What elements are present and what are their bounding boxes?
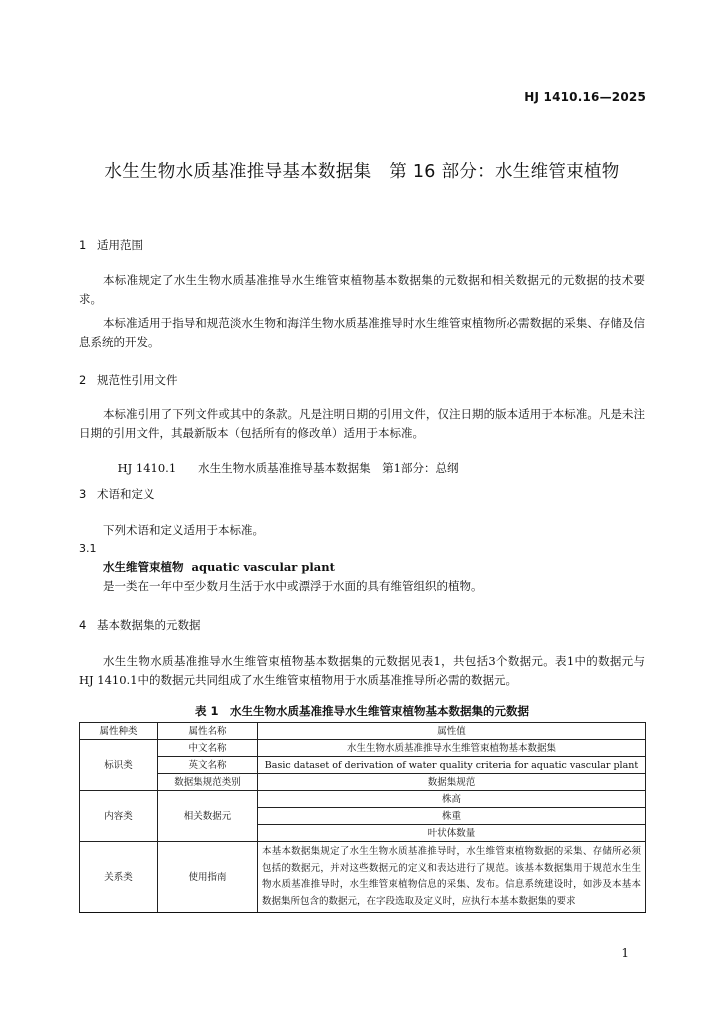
table-row — [80, 842, 646, 913]
term-definition: 是一类在一年中至少数月生活于水中或漂浮于水面的具有维管组织的植物。 — [103, 579, 483, 593]
section-number: 3 — [79, 487, 87, 501]
header-cell: 属性值 — [258, 723, 646, 740]
attribute-name-cell: 英文名称 — [158, 757, 258, 774]
attribute-name-cell: 中文名称 — [158, 740, 258, 757]
term-english: aquatic vascular plant — [191, 560, 335, 574]
header-cell: 属性名称 — [158, 723, 258, 740]
metadata-table — [79, 722, 646, 913]
section-title: 术语和定义 — [97, 487, 155, 501]
paragraph: 本标准适用于指导和规范淡水生物和海洋生物水质基准推导时水生维管束植物所必需数据的采集、存储及信息系统的开发。 — [79, 316, 645, 349]
attribute-value-cell: 水生生物水质基准推导水生维管束植物基本数据集 — [258, 740, 646, 757]
table-row — [80, 791, 646, 808]
reference-title: 水生生物水质基准推导基本数据集 第1部分：总纲 — [198, 461, 459, 475]
section-title: 规范性引用文件 — [97, 373, 178, 387]
header-cell: 属性种类 — [80, 723, 158, 740]
attribute-name-cell: 数据集规范类别 — [158, 774, 258, 791]
reference-code: HJ 1410.1 — [117, 461, 177, 475]
table-caption: 表 1 水生生物水质基准推导水生维管束植物基本数据集的元数据 — [194, 704, 529, 718]
section-title: 基本数据集的元数据 — [97, 618, 201, 632]
section-title: 适用范围 — [97, 238, 143, 252]
category-cell: 标识类 — [80, 740, 158, 791]
attribute-value-cell: 数据集规范 — [258, 774, 646, 791]
section-1-heading — [79, 237, 143, 253]
table-header-row — [80, 723, 646, 740]
section-4-heading — [79, 617, 201, 633]
standard-number: HJ 1410.16—2025 — [524, 90, 646, 104]
usage-guide-cell: 本基本数据集规定了水生生物水质基准推导时，水生维管束植物数据的采集、存储所必须包括的数据元，并对这些数据元的定义和表达进行了规范。该基本数据集用于规范水生生物水质基准推导时，水生维管束植物信息的采集、发布。信息系统建设时，如涉及本基本数据集所包含的数据元，在字段选取及定义时，应执行本基本数据集的要求 — [258, 842, 646, 913]
attribute-value-cell: 株重 — [258, 808, 646, 825]
terms-intro: 下列术语和定义适用于本标准。 — [103, 523, 264, 537]
document-title: 水生生物水质基准推导基本数据集 第 16 部分：水生维管束植物 — [104, 162, 620, 182]
section-2-heading — [79, 372, 178, 388]
attribute-value-cell: 株高 — [258, 791, 646, 808]
table-row — [80, 774, 646, 791]
attribute-name-cell: 相关数据元 — [158, 791, 258, 842]
category-cell: 内容类 — [80, 791, 158, 842]
attribute-value-cell: Basic dataset of derivation of water quality criteria for aquatic vascular plant — [258, 757, 646, 774]
section-number: 1 — [79, 238, 87, 252]
term-chinese: 水生维管束植物 — [103, 560, 184, 574]
term-number: 3.1 — [79, 542, 97, 555]
paragraph: 本标准引用了下列文件或其中的条款。凡是注明日期的引用文件，仅注日期的版本适用于本标准。凡是未注日期的引用文件，其最新版本（包括所有的修改单）适用于本标准。 — [79, 407, 645, 440]
paragraph: 本标准规定了水生生物水质基准推导水生维管束植物基本数据集的元数据和相关数据元的元数据的技术要求。 — [79, 273, 645, 306]
section-number: 4 — [79, 618, 87, 632]
section-3-heading — [79, 486, 155, 502]
page-number: 1 — [621, 946, 629, 960]
paragraph: 水生生物水质基准推导水生维管束植物基本数据集的元数据见表1，共包括3个数据元。表1中的数据元与HJ 1410.1中的数据元共同组成了水生维管束植物用于水质基准推导所必需的数据元。 — [79, 654, 645, 687]
attribute-name-cell: 使用指南 — [158, 842, 258, 913]
category-cell: 关系类 — [80, 842, 158, 913]
attribute-value-cell: 叶状体数量 — [258, 825, 646, 842]
section-number: 2 — [79, 373, 87, 387]
table-row — [80, 740, 646, 757]
table-row — [80, 757, 646, 774]
normative-reference — [103, 446, 459, 490]
term-entry — [103, 559, 335, 575]
